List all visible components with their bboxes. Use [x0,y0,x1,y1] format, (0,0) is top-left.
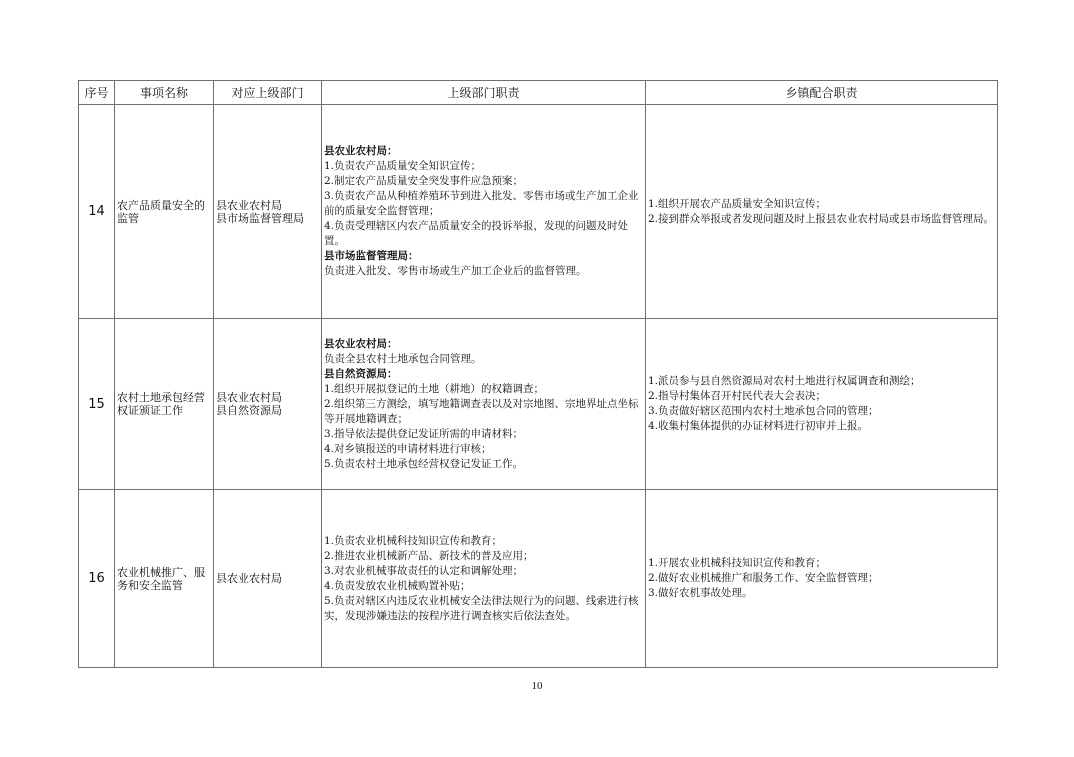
coop-line: 3.做好农机事故处理。 [648,587,753,599]
dept-heading: 县农业农村局： [324,145,398,157]
dept-heading: 县农业农村局： [324,337,398,350]
duty-line: 负责全县农村土地承包合同管理。 [324,352,482,365]
township-duty [646,319,998,490]
duty-line: 4.负责发放农业机械购置补贴； [324,579,471,592]
coop-line: 2.接到群众举报或者发现问题及时上报县农业农村局或县市场监督管理局。 [648,212,995,225]
duty-line: 1.负责农业机械科技知识宣传和教育； [324,534,503,547]
duty-table [78,80,998,668]
dept-heading: 县市场监督管理局： [324,250,419,262]
superior-duty [322,105,646,319]
duty-line: 4.对乡镇报送的申请材料进行审核； [324,442,492,455]
duty-line: 5.负责农村土地承包经营权登记发证工作。 [324,457,524,470]
township-duty [646,105,998,319]
header-item-name: 事项名称 [115,81,214,105]
duty-line: 2.推进农业机械新产品、新技术的普及应用； [324,549,534,562]
row-number: 14 [79,105,115,319]
page-number: 10 [531,680,543,692]
superior-duty [322,490,646,668]
duty-line: 2.制定农产品质量安全突发事件应急预案； [324,175,524,187]
table-row [79,105,998,319]
coop-line: 1.派员参与县自然资源局对农村土地进行权属调查和测绘； [648,375,921,387]
duty-line: 5.负责对辖区内违反农业机械安全法律法规行为的问题、线索进行核实，发现涉嫌违法的按程序进行调查核实后依法查处。 [324,594,639,622]
township-duty [646,490,998,668]
coop-line: 2.指导村集体召开村民代表大会表决； [648,390,827,402]
dept-line: 县自然资源局 [216,404,282,417]
coop-line: 1.组织开展农产品质量安全知识宣传； [648,197,827,210]
item-name: 农产品质量安全的监管 [115,105,214,319]
header-seq: 序号 [79,81,115,105]
duty-line: 负责进入批发、零售市场或生产加工企业后的监督管理。 [324,265,587,277]
duty-line: 3.对农业机械事故责任的认定和调解处理； [324,564,524,577]
table-header-row [79,81,998,105]
coop-line: 3.负责做好辖区范围内农村土地承包合同的管理； [648,405,879,417]
dept-line: 县农业农村局 [216,391,282,404]
superior-duty [322,319,646,490]
item-name: 农村土地承包经营权证颁证工作 [115,319,214,490]
row-number: 16 [79,490,115,668]
superior-dept: 县农业农村局 [214,490,322,668]
header-township-duty: 乡镇配合职责 [646,81,998,105]
coop-line: 2.做好农业机械推广和服务工作、安全监督管理； [648,572,879,584]
header-superior-dept: 对应上级部门 [214,81,322,105]
row-number: 15 [79,319,115,490]
coop-line: 4.收集村集体提供的办证材料进行初审并上报。 [648,420,869,432]
dept-heading: 县自然资源局： [324,367,398,380]
dept-line: 县市场监督管理局 [216,211,304,225]
header-superior-duty: 上级部门职责 [322,81,646,105]
coop-line: 1.开展农业机械科技知识宣传和教育； [648,557,827,569]
duty-line: 3.指导依法提供登记发证所需的申请材料； [324,427,524,440]
duty-line: 1.组织开展拟登记的土地（耕地）的权籍调查； [324,382,545,395]
duty-line: 1.负责农产品质量安全知识宣传； [324,160,482,172]
table-row [79,490,998,668]
duty-line: 4.负责受理辖区内农产品质量安全的投诉举报，发现的问题及时处置。 [324,220,629,247]
duty-line: 3.负责农产品从种植养殖环节到进入批发、零售市场或生产加工企业前的质量安全监督管理； [324,190,639,217]
table-row [79,319,998,490]
dept-line: 县农业农村局 [216,198,282,212]
superior-dept [214,319,322,490]
item-name: 农业机械推广、服务和安全监管 [115,490,214,668]
superior-dept [214,105,322,319]
duty-line: 2.组织第三方测绘，填写地籍调查表以及对宗地图、宗地界址点坐标等开展地籍调查； [324,397,639,425]
